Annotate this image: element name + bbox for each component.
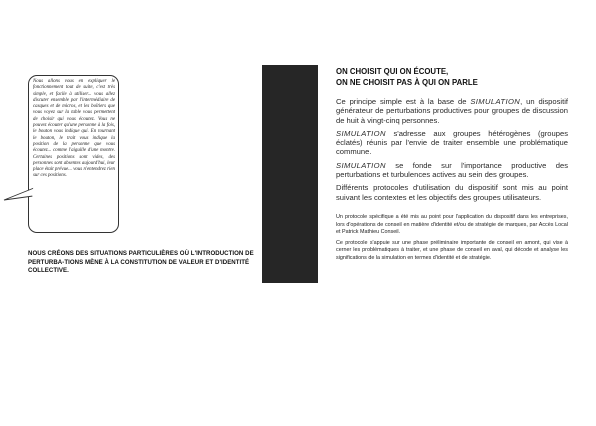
body-paragraph-2: [336, 129, 568, 157]
body-paragraph-4: Différents protocoles d'utilisation du dispositif sont mis au point suivant les contextes et les objectifs des groupes utilisateurs.: [336, 183, 568, 202]
p1-pre: Ce principe simple est à la base de: [336, 97, 471, 106]
p3-simulation: SIMULATION: [336, 160, 386, 170]
body-paragraph-3: [336, 161, 568, 180]
p1-post: , un dispositif générateur de perturbations productives pour groupes de discussion de huit à vingt-cinq personnes.: [336, 97, 568, 125]
small-paragraph-2: Ce protocole s'appuie sur une phase préliminaire importante de conseil en amont, qui vise à cerner les problématiques à traiter, et une phase de conseil en aval, qui décode et analyse les significations de la simulation en termes d'identité et de stratégie.: [336, 239, 568, 261]
p3-post: se fonde sur l'importance productive des perturbations et turbulences actives au sein des groupes.: [336, 160, 568, 180]
p2-post: s'adresse aux groupes hétérogènes (groupes éclatés) réunis par l'envie de traiter ensemble une problématique commune.: [336, 128, 568, 157]
left-caption: NOUS CRÉONS DES SITUATIONS PARTICULIÈRES OÙ L'INTRODUCTION DE PERTURBA-TIONS MÈNE À LA CONSTITUTION DE VALEUR ET D'IDENTITÉ COLLECTIVE.: [28, 250, 254, 275]
headline-line-1: ON CHOISIT QUI ON ÉCOUTE,: [336, 67, 449, 76]
headline: [336, 67, 568, 88]
body-paragraph-1: [336, 97, 568, 125]
small-paragraph-1: Un protocole spécifique a été mis au point pour l'application du dispositif dans les entreprises, lors d'opérations de conseil en matière d'identité et/ou de stratégie de marques, par Accès Local et Patrick Mathieu Conseil.: [336, 213, 568, 236]
speech-bubble: [28, 75, 119, 233]
headline-line-2: ON NE CHOISIT PAS À QUI ON PARLE: [336, 77, 478, 87]
speech-bubble-text: Nous allons vous en expliquer le fonctionnement tout de suite, c'est très simple, et facile à utiliser... vous allez discuter ensemble par l'intermédiaire de casques et de micros, et les boîtiers que vous voyez sur la table vous permettent de choisir qui vous écoutez. Vous ne pouvez écouter qu'une personne à la fois, le bouton vous indique qui. En tournant le bouton, le trait vous indique la position de la personne que vous écoutez... comme l'aiguille d'une montre. Certaines positions sont vides, des personnes sont absentes aujourd'hui, leur place était prévue... vous n'entendrez rien sur ces positions.: [33, 79, 115, 179]
dark-vertical-block: [262, 65, 318, 283]
right-column: [336, 67, 568, 266]
p1-simulation: SIMULATION: [470, 97, 521, 106]
p2-simulation: SIMULATION: [336, 128, 386, 138]
small-text-block: [336, 214, 568, 263]
